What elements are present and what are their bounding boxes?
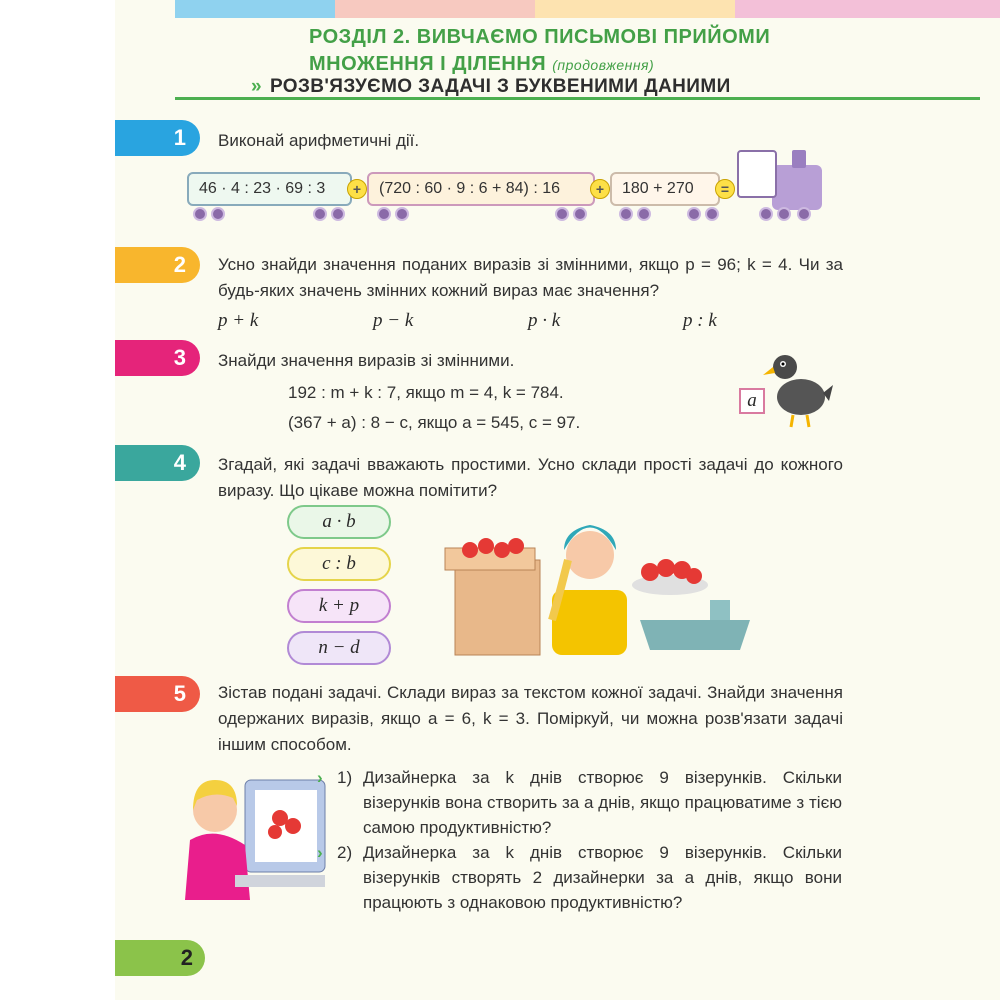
lesson-subtitle	[251, 76, 731, 98]
task-number-tab: 3	[115, 340, 200, 376]
wheel-icon	[619, 207, 633, 221]
wheel-icon	[193, 207, 207, 221]
wheel-icon	[331, 207, 345, 221]
task-number-tab: 1	[115, 120, 200, 156]
expression: p − k	[373, 310, 414, 331]
locomotive-chimney-icon	[792, 150, 806, 168]
wheel-icon	[797, 207, 811, 221]
chapter-title-line2: МНОЖЕННЯ І ДІЛЕННЯ	[309, 53, 547, 75]
wheel-icon	[313, 207, 327, 221]
train-illustration	[187, 145, 827, 225]
double-chevron-icon: »	[251, 76, 262, 97]
expression: p : k	[683, 310, 717, 331]
task1-text: Виконай арифметичні дії.	[218, 131, 420, 150]
continuation-label: (продовження)	[552, 57, 655, 73]
top-color-strip	[115, 0, 1000, 18]
task2-text: Усно знайди значення поданих виразів зі змінними, якщо p = 96; k = 4. Чи за будь-яких значень змінних кожний вираз має значення?	[218, 255, 843, 300]
wheel-icon	[759, 207, 773, 221]
chevron-right-icon: ›	[317, 768, 323, 787]
wheel-icon	[705, 207, 719, 221]
train-car-expression: 180 + 270	[610, 172, 720, 206]
equals-sign: =	[715, 179, 735, 199]
task3-text: Знайди значення виразів зі змінними.	[218, 351, 515, 370]
task2-expressions	[218, 310, 758, 340]
plus-sign: +	[590, 179, 610, 199]
task-number-tab: 4	[115, 445, 200, 481]
train-car-expression: 46 · 4 : 23 · 69 : 3	[187, 172, 352, 206]
chapter-header	[175, 18, 980, 100]
wheel-icon	[395, 207, 409, 221]
plus-sign: +	[347, 179, 367, 199]
task5-text: Зістав подані задачі. Склади вираз за текстом кожної задачі. Знайди значення одержаних виразів, якщо a = 6, k = 3. Поміркуй, чи можна розв'язати задачі іншим способом.	[218, 683, 843, 754]
chapter-title	[309, 24, 770, 79]
expression-pill: k + p	[287, 589, 391, 623]
chevron-right-icon: ›	[317, 843, 323, 862]
designer-at-computer-illustration	[175, 770, 330, 910]
task-number-tab: 5	[115, 676, 200, 712]
expression: p + k	[218, 310, 259, 331]
wheel-icon	[555, 207, 569, 221]
wheel-icon	[211, 207, 225, 221]
subtask-label: 2)	[337, 843, 353, 862]
task3-line1: 192 : m + k : 7, якщо m = 4, k = 784.	[288, 383, 564, 402]
task4-text: Згадай, які задачі вважають простими. Усно склади прості задачі до кожного виразу. Що цікаве можна помітити?	[218, 455, 843, 500]
subtask-text: Дизайнерка за k днів створює 9 візерунків. Скільки візерунків вона створить за a днів, якщо працюватиме з тією самою продуктивністю?	[363, 768, 842, 837]
wheel-icon	[687, 207, 701, 221]
wheel-icon	[573, 207, 587, 221]
wheel-icon	[777, 207, 791, 221]
expression-pill: n − d	[287, 631, 391, 665]
chapter-title-line1: РОЗДІЛ 2. ВИВЧАЄМО ПИСЬМОВІ ПРИЙОМИ	[309, 26, 771, 48]
subtask-1	[317, 765, 842, 840]
expression: p · k	[528, 310, 561, 331]
subtask-2	[317, 840, 842, 915]
expression-pill: a · b	[287, 505, 391, 539]
wheel-icon	[377, 207, 391, 221]
task3-line2: (367 + a) : 8 − c, якщо a = 545, c = 97.	[288, 413, 581, 432]
subtask-label: 1)	[337, 768, 353, 787]
apple-seller-illustration	[440, 510, 770, 660]
expression-pill: c : b	[287, 547, 391, 581]
train-car-expression: (720 : 60 · 9 : 6 + 84) : 16	[367, 172, 595, 206]
locomotive-icon	[772, 165, 822, 210]
letter-card: a	[739, 388, 765, 414]
task-number-tab: 2	[115, 247, 200, 283]
answer-box	[737, 150, 777, 198]
raven-icon	[763, 345, 833, 430]
subtask-text: Дизайнерка за k днів створює 9 візерунків. Скільки візерунків створять 2 дизайнерки за a днів, якщо вони працюють з однаковою продуктивністю?	[363, 843, 842, 912]
textbook-page	[115, 0, 1000, 1000]
wheel-icon	[637, 207, 651, 221]
page-number: 2	[115, 940, 205, 976]
lesson-title: РОЗВ'ЯЗУЄМО ЗАДАЧІ З БУКВЕНИМИ ДАНИМИ	[269, 76, 731, 97]
